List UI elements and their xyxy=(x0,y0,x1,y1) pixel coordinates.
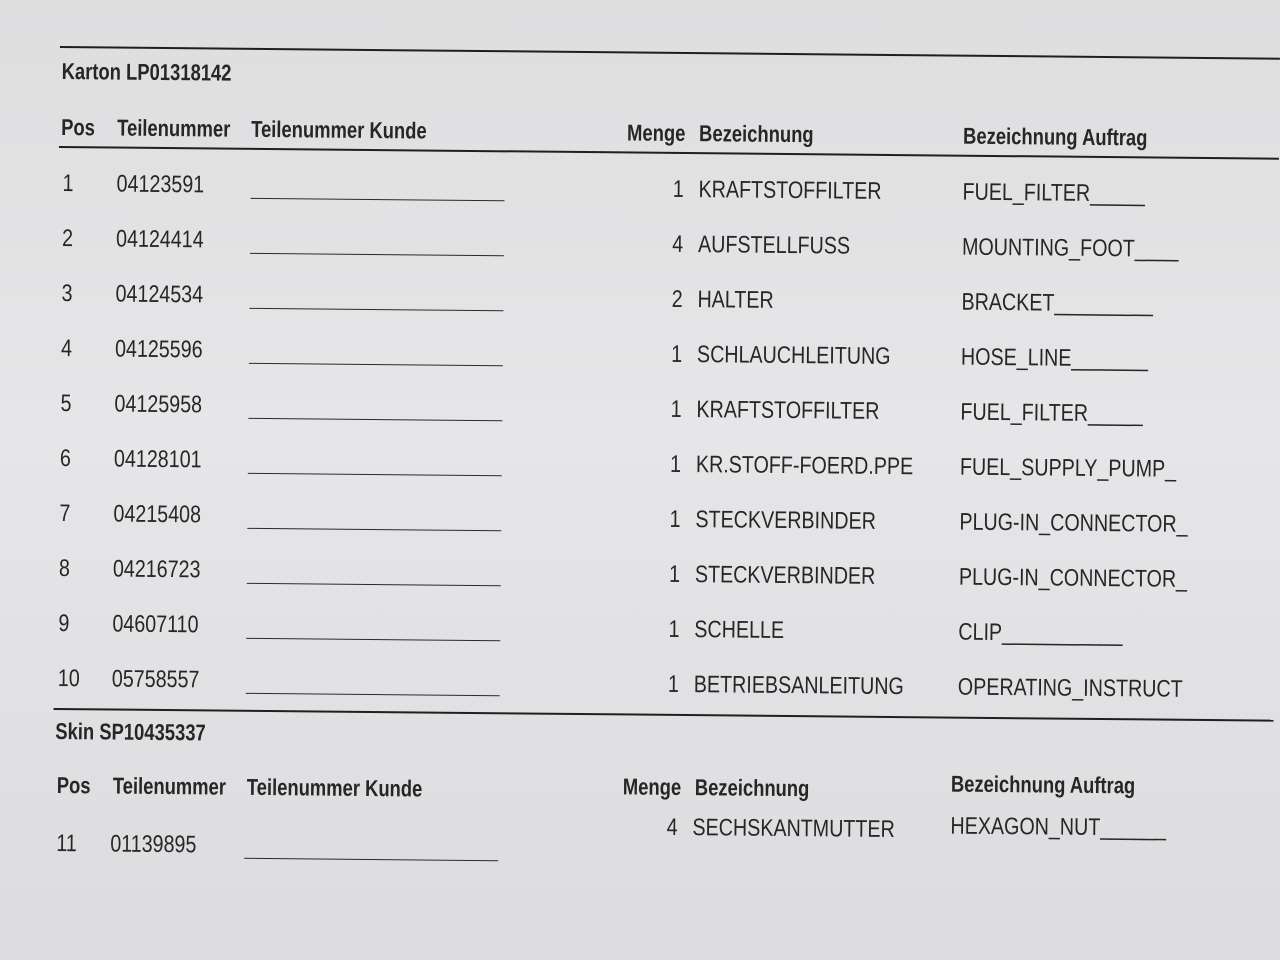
row-pos: 9 xyxy=(58,610,70,638)
row-part-number: 05758557 xyxy=(111,665,200,694)
row-pos: 11 xyxy=(56,830,77,858)
header-quantity: Menge xyxy=(622,773,682,800)
parts-list-sheet xyxy=(51,40,1280,952)
row-description: KR.STOFF-FOERD.PPE xyxy=(695,451,914,481)
row-order-description: PLUG-IN_CONNECTOR_ xyxy=(959,508,1188,538)
row-order-description: BRACKET_________ xyxy=(961,288,1154,318)
row-quantity: 1 xyxy=(670,395,682,423)
row-pos: 5 xyxy=(60,390,72,418)
row-quantity: 4 xyxy=(672,230,684,258)
customer-part-number-blank xyxy=(246,638,500,641)
row-part-number: 04125958 xyxy=(114,390,203,419)
row-part-number: 04215408 xyxy=(113,500,202,529)
header-part-number: Teilenummer xyxy=(112,772,227,800)
row-order-description: MOUNTING_FOOT____ xyxy=(961,233,1179,263)
header-order-description: Bezeichnung Auftrag xyxy=(962,122,1148,151)
row-description: SECHSKANTMUTTER xyxy=(692,814,895,844)
section-top-rule xyxy=(60,46,1280,60)
section-title-skin: Skin SP10435337 xyxy=(55,717,206,746)
row-order-description: FUEL_FILTER_____ xyxy=(962,178,1146,208)
row-part-number: 04216723 xyxy=(112,555,201,584)
row-part-number: 04123591 xyxy=(116,170,205,199)
row-order-description: FUEL_SUPPLY_PUMP_ xyxy=(959,453,1177,483)
row-description: STECKVERBINDER xyxy=(695,506,876,535)
header-description: Bezeichnung xyxy=(699,120,814,148)
row-order-description: HOSE_LINE_______ xyxy=(960,343,1149,373)
table-row xyxy=(52,812,1272,898)
row-description: KRAFTSTOFFILTER xyxy=(696,396,880,425)
customer-part-number-blank xyxy=(249,308,503,311)
row-description: BETRIEBSANLEITUNG xyxy=(693,671,904,701)
header-quantity: Menge xyxy=(627,119,686,147)
row-pos: 4 xyxy=(60,335,73,363)
row-part-number: 01139895 xyxy=(110,830,197,859)
row-order-description: PLUG-IN_CONNECTOR_ xyxy=(958,563,1188,593)
row-quantity: 1 xyxy=(667,670,680,698)
row-order-description: OPERATING_INSTRUCT xyxy=(957,673,1183,703)
row-description: SCHLAUCHLEITUNG xyxy=(696,341,891,370)
section-title-karton: Karton LP01318142 xyxy=(61,58,232,86)
row-part-number: 04124534 xyxy=(115,280,204,309)
customer-part-number-blank xyxy=(247,583,501,586)
header-order-description: Bezeichnung Auftrag xyxy=(950,770,1136,799)
row-quantity: 4 xyxy=(666,813,678,841)
row-order-description: HEXAGON_NUT______ xyxy=(950,812,1167,842)
header-pos: Pos xyxy=(61,114,96,141)
row-pos: 10 xyxy=(57,665,80,693)
row-order-description: FUEL_FILTER_____ xyxy=(960,398,1143,428)
header-customer-part-number: Teilenummer Kunde xyxy=(246,773,423,802)
row-description: KRAFTSTOFFILTER xyxy=(698,176,882,205)
customer-part-number-blank xyxy=(247,528,501,531)
customer-part-number-blank xyxy=(250,253,504,256)
customer-part-number-blank xyxy=(244,858,498,861)
row-order-description: CLIP___________ xyxy=(958,618,1123,648)
row-pos: 6 xyxy=(59,445,72,473)
row-pos: 2 xyxy=(61,225,74,253)
row-quantity: 1 xyxy=(671,340,683,368)
row-part-number: 04124414 xyxy=(115,225,204,254)
header-pos: Pos xyxy=(56,772,91,799)
row-description: SCHELLE xyxy=(694,616,785,644)
row-pos: 7 xyxy=(59,500,71,528)
row-quantity: 1 xyxy=(669,505,681,533)
customer-part-number-blank xyxy=(250,198,504,201)
row-pos: 1 xyxy=(62,170,74,198)
customer-part-number-blank xyxy=(248,418,502,421)
table-row xyxy=(53,665,1273,733)
customer-part-number-blank xyxy=(246,693,500,696)
row-part-number: 04125596 xyxy=(114,335,203,364)
row-description: AUFSTELLFUSS xyxy=(697,231,851,260)
row-description: HALTER xyxy=(697,286,774,314)
row-quantity: 1 xyxy=(672,175,684,203)
row-pos: 8 xyxy=(58,555,71,583)
header-customer-part-number: Teilenummer Kunde xyxy=(251,115,427,144)
header-description: Bezeichnung xyxy=(694,774,810,802)
row-pos: 3 xyxy=(61,280,73,308)
row-quantity: 1 xyxy=(668,615,680,643)
customer-part-number-blank xyxy=(249,363,503,366)
row-quantity: 2 xyxy=(671,285,683,313)
header-part-number: Teilenummer xyxy=(117,114,231,142)
customer-part-number-blank xyxy=(248,473,502,476)
row-part-number: 04128101 xyxy=(113,445,202,474)
row-description: STECKVERBINDER xyxy=(694,561,876,590)
row-part-number: 04607110 xyxy=(112,610,199,639)
row-quantity: 1 xyxy=(668,560,681,588)
row-quantity: 1 xyxy=(669,450,682,478)
